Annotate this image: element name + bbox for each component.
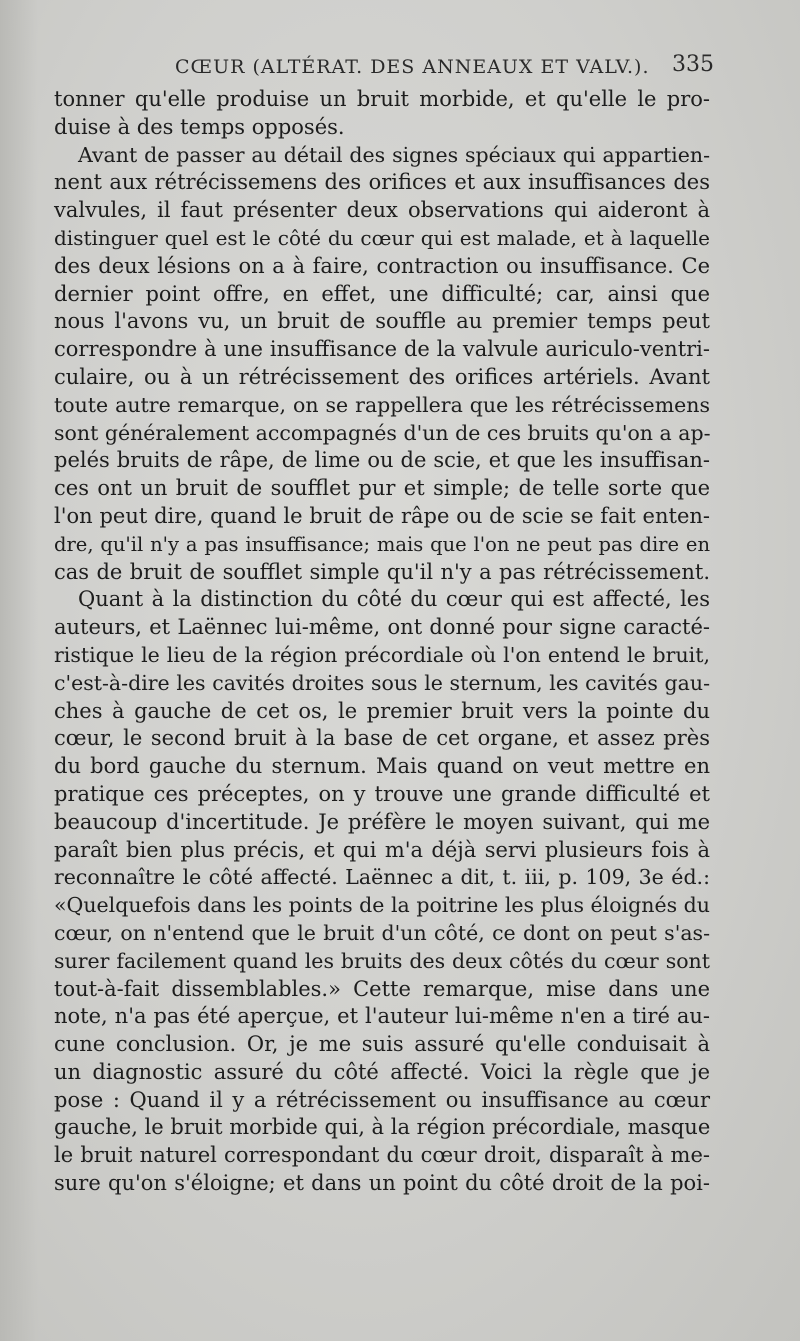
text-line: correspondre à une insuffisance de la valvule auriculo-ventri- [54, 337, 710, 362]
text-line: dre, qu'il n'y a pas insuffisance; mais que l'on ne peut pas dire en [54, 532, 710, 556]
text-line: reconnaître le côté affecté. Laënnec a dit, t. iii, p. 109, 3e éd.: [54, 865, 710, 890]
text-line: beaucoup d'incertitude. Je préfère le moyen suivant, qui me [54, 809, 710, 834]
running-header [0, 50, 800, 90]
text-line: c'est-à-dire les cavités droites sous le sternum, les cavités gau- [54, 670, 710, 695]
text-line: Avant de passer au détail des signes spéciaux qui appartien- [78, 142, 710, 167]
body-text [54, 86, 710, 1198]
page-number: 335 [672, 52, 714, 77]
text-line: un diagnostic assuré du côté affecté. Voici la règle que je [54, 1059, 710, 1084]
text-line: ristique le lieu de la région précordiale où l'on entend le bruit, [54, 642, 710, 667]
text-line: cœur, on n'entend que le bruit d'un côté, ce dont on peut s'as- [54, 920, 710, 945]
text-line: culaire, ou à un rétrécissement des orifices artériels. Avant [54, 364, 710, 389]
text-line: des deux lésions on a à faire, contraction ou insuffisance. Ce [54, 253, 710, 278]
text-line: sure qu'on s'éloigne; et dans un point du côté droit de la poi- [54, 1171, 710, 1196]
text-line: nent aux rétrécissemens des orifices et aux insuffisances des [54, 170, 710, 195]
text-line: ches à gauche de cet os, le premier bruit vers la pointe du [54, 698, 710, 723]
text-line: pratique ces préceptes, on y trouve une grande difficulté et [54, 781, 710, 806]
text-line: nous l'avons vu, un bruit de souffle au premier temps peut [54, 309, 710, 334]
text-line: dernier point offre, en effet, une difficulté; car, ainsi que [54, 281, 710, 306]
text-line: le bruit naturel correspondant du cœur droit, disparaît à me- [54, 1143, 710, 1168]
text-line: tonner qu'elle produise un bruit morbide, et qu'elle le pro- [54, 87, 710, 111]
text-line: cune conclusion. Or, je me suis assuré qu'elle conduisait à [54, 1032, 710, 1057]
text-line: pose : Quand il y a rétrécissement ou insuffisance au cœur [54, 1087, 710, 1112]
running-title: CŒUR (ALTÉRAT. DES ANNEAUX ET VALV.). [175, 56, 650, 78]
text-line: note, n'a pas été aperçue, et l'auteur lui-même n'en a tiré au- [54, 1004, 710, 1029]
text-line: surer facilement quand les bruits des deux côtés du cœur sont [54, 948, 710, 973]
text-line: tout-à-fait dissemblables.» Cette remarque, mise dans une [54, 976, 710, 1001]
text-line: ces ont un bruit de soufflet pur et simple; de telle sorte que [54, 476, 710, 501]
text-line: toute autre remarque, on se rappellera que les rétrécissemens [54, 392, 710, 417]
text-line: valvules, il faut présenter deux observations qui aideront à [54, 198, 710, 223]
text-line: gauche, le bruit morbide qui, à la région précordiale, masque [54, 1115, 711, 1140]
text-line: Quant à la distinction du côté du cœur qui est affecté, les [78, 587, 710, 612]
text-line: distinguer quel est le côté du cœur qui est malade, et à laquelle [54, 225, 710, 250]
text-line: «Quelquefois dans les points de la poitrine les plus éloignés du [54, 893, 710, 918]
text-line: l'on peut dire, quand le bruit de râpe ou de scie se fait enten- [54, 503, 710, 528]
text-line: sont généralement accompagnés d'un de ces bruits qu'on a ap- [54, 420, 711, 445]
text-line: du bord gauche du sternum. Mais quand on veut mettre en [54, 754, 710, 779]
text-line: pelés bruits de râpe, de lime ou de scie, et que les insuffisan- [54, 448, 710, 473]
text-line: cas de bruit de soufflet simple qu'il n'y a pas rétrécissement. [54, 559, 710, 584]
text-line: cœur, le second bruit à la base de cet organe, et assez près [54, 726, 710, 751]
page-gutter-shadow [0, 0, 38, 1341]
text-line: duise à des temps opposés. [54, 114, 345, 139]
text-line: auteurs, et Laënnec lui-même, ont donné pour signe caracté- [54, 615, 710, 640]
text-line: paraît bien plus précis, et qui m'a déjà servi plusieurs fois à [54, 837, 710, 862]
